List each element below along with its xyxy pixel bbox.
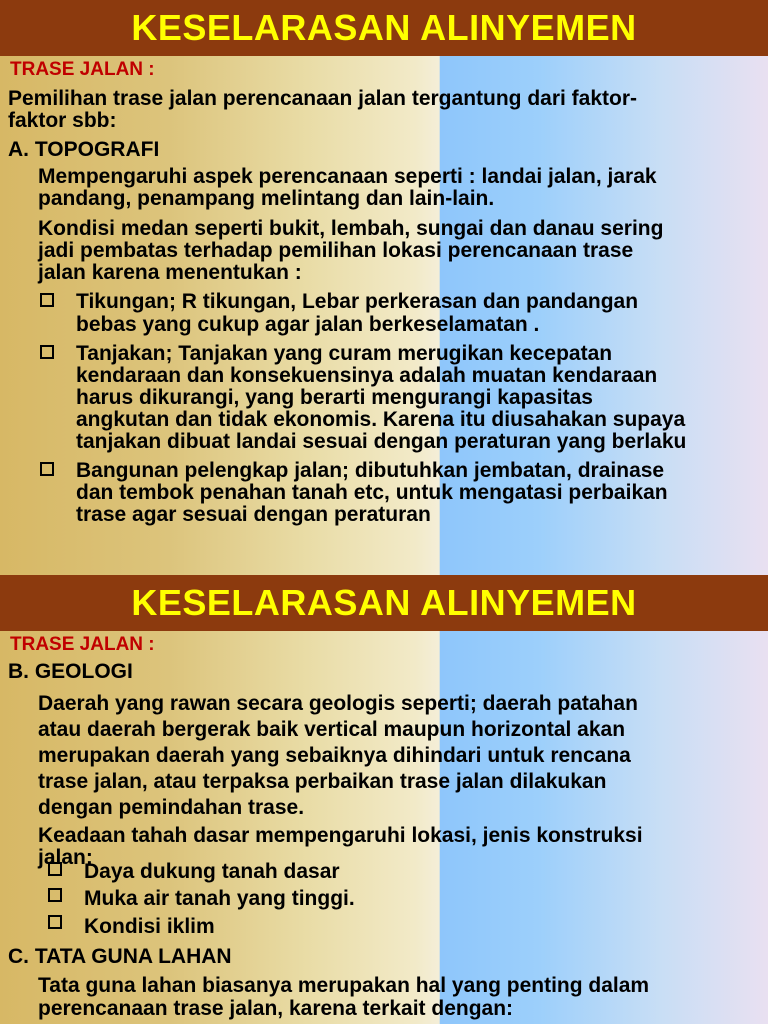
heading-tata-guna-lahan: C. TATA GUNA LAHAN <box>8 945 232 968</box>
checkbox-bullet-icon <box>48 888 62 902</box>
section-label: TRASE JALAN : <box>10 634 155 655</box>
paragraph-line: pandang, penampang melintang dan lain-lain. <box>38 187 495 210</box>
bullet-line: harus dikurangi, yang berarti mengurangi kapasitas <box>76 386 593 409</box>
checkbox-bullet-icon <box>40 345 54 359</box>
bullet-line: Muka air tanah yang tinggi. <box>84 887 355 910</box>
paragraph-line: Tata guna lahan biasanya merupakan hal yang penting dalam <box>38 974 650 997</box>
bullet-line: Tanjakan; Tanjakan yang curam merugikan kecepatan <box>76 342 613 365</box>
bullet-line: dan tembok penahan tanah etc, untuk mengatasi perbaikan <box>76 481 668 504</box>
paragraph-line: trase jalan, atau terpaksa perbaikan trase jalan dilakukan <box>38 770 607 793</box>
intro-line: Pemilihan trase jalan perencanaan jalan tergantung dari faktor- <box>8 87 638 110</box>
bullet-line: kendaraan dan konsekuensinya adalah muatan kendaraan <box>76 364 658 387</box>
paragraph-line: jadi pembatas terhadap pemilihan lokasi perencanaan trase <box>38 239 634 262</box>
checkbox-bullet-icon <box>48 915 62 929</box>
bullet-line: Kondisi iklim <box>84 915 215 938</box>
paragraph-line: Keadaan tahah dasar mempengaruhi lokasi, jenis konstruksi <box>38 824 643 847</box>
paragraph-line: Mempengaruhi aspek perencanaan seperti : landai jalan, jarak <box>38 165 657 188</box>
slide-title: KESELARASAN ALINYEMEN <box>131 582 637 623</box>
section-label: TRASE JALAN : <box>10 59 155 80</box>
bullet-line: Daya dukung tanah dasar <box>84 860 340 883</box>
title-bar <box>0 0 768 56</box>
checkbox-bullet-icon <box>40 462 54 476</box>
checkbox-bullet-icon <box>48 862 62 876</box>
bullet-line: Tikungan; R tikungan, Lebar perkerasan dan pandangan <box>76 290 639 313</box>
paragraph-line: perencanaan trase jalan, karena terkait dengan: <box>38 997 514 1020</box>
checkbox-bullet-icon <box>40 293 54 307</box>
bullet-line: tanjakan dibuat landai sesuai dengan peraturan yang berlaku <box>76 430 687 453</box>
paragraph-line: Kondisi medan seperti bukit, lembah, sungai dan danau sering <box>38 217 664 240</box>
paragraph-line: dengan pemindahan trase. <box>38 796 305 819</box>
slide-title: KESELARASAN ALINYEMEN <box>131 7 637 48</box>
slide-2 <box>0 575 768 1024</box>
bullet-line: trase agar sesuai dengan peraturan <box>76 503 431 526</box>
paragraph-line: Daerah yang rawan secara geologis seperti; daerah patahan <box>38 692 638 715</box>
bullet-line: bebas yang cukup agar jalan berkeselamatan . <box>76 313 540 336</box>
paragraph-line: atau daerah bergerak baik vertical maupun horizontal akan <box>38 718 626 741</box>
bullet-line: Bangunan pelengkap jalan; dibutuhkan jembatan, drainase <box>76 459 665 482</box>
paragraph-line: jalan: <box>38 846 93 869</box>
title-bar <box>0 575 768 631</box>
heading-topografi: A. TOPOGRAFI <box>8 138 160 161</box>
paragraph-line: merupakan daerah yang sebaiknya dihindari untuk rencana <box>38 744 631 767</box>
paragraph-line: jalan karena menentukan : <box>38 261 302 284</box>
intro-line: faktor sbb: <box>8 109 117 132</box>
bullet-line: angkutan dan tidak ekonomis. Karena itu diusahakan supaya <box>76 408 686 431</box>
heading-geologi: B. GEOLOGI <box>8 660 133 683</box>
